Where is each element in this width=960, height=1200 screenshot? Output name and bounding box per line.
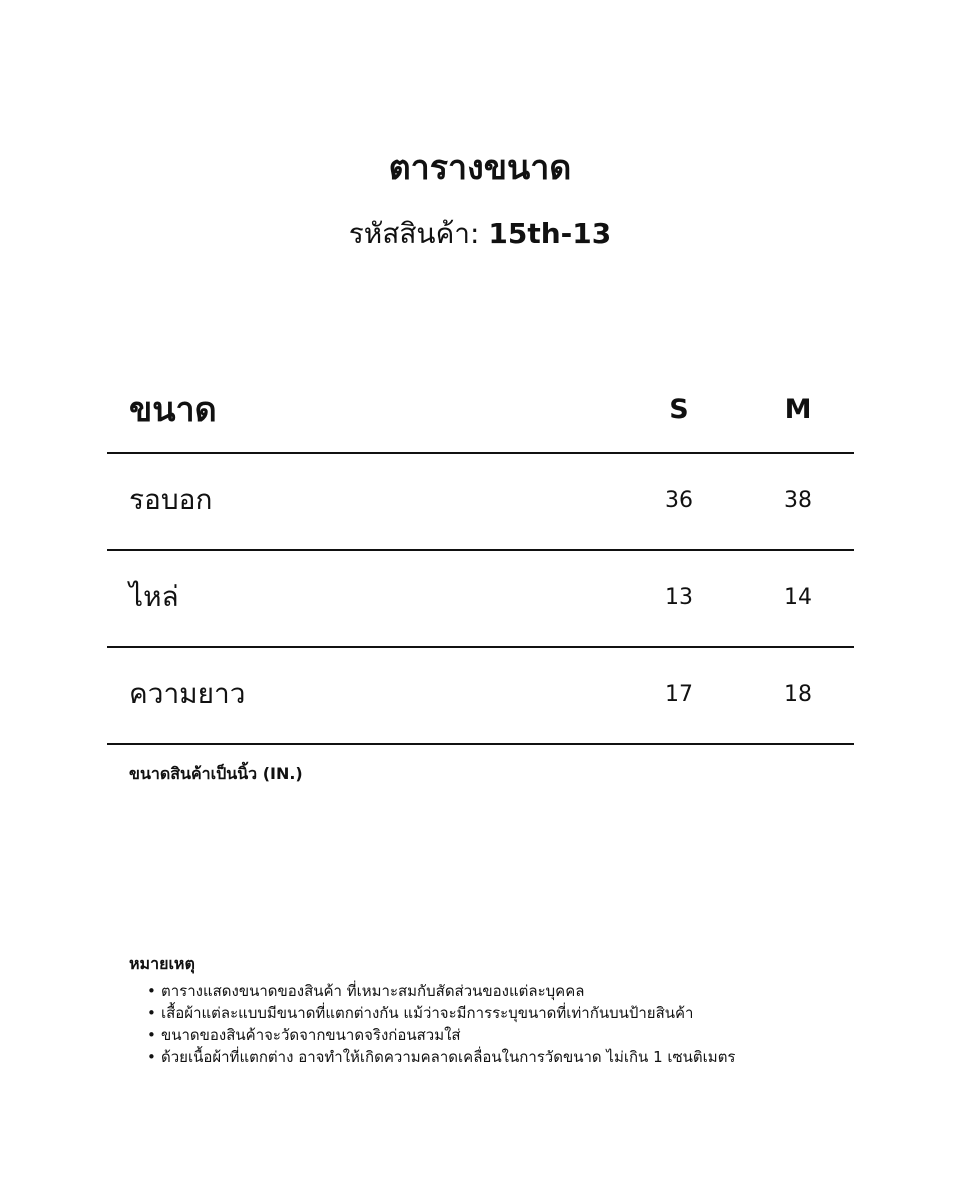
- cell-value-s: 36: [665, 488, 693, 513]
- bullet-icon: •: [147, 1004, 156, 1022]
- table-row-length: [107, 648, 854, 745]
- column-header-s: S: [669, 394, 689, 425]
- bullet-icon: •: [147, 982, 156, 1000]
- product-code-value: 15th-13: [488, 217, 612, 250]
- row-label: รอบอก: [129, 483, 213, 516]
- remarks-list: [129, 980, 849, 1068]
- product-code-label: รหัสสินค้า:: [348, 217, 480, 250]
- cell-value-s: 13: [665, 585, 693, 610]
- column-header-m: M: [784, 394, 812, 425]
- unit-note: ขนาดสินค้าเป็นนิ้ว (IN.): [129, 764, 303, 783]
- row-label: ความยาว: [129, 677, 246, 710]
- row-label: ไหล่: [129, 580, 179, 613]
- list-item: • ตารางแสดงขนาดของสินค้า ที่เหมาะสมกับสัดส่วนของแต่ละบุคคล: [147, 982, 585, 1000]
- cell-value-s: 17: [665, 682, 693, 707]
- list-item: • ด้วยเนื้อผ้าที่แตกต่าง อาจทำให้เกิดความคลาดเคลื่อนในการวัดขนาด ไม่เกิน 1 เซนติเมตร: [147, 1048, 736, 1066]
- table-row-shoulder: [107, 551, 854, 648]
- cell-value-m: 14: [784, 585, 812, 610]
- list-item: • ขนาดของสินค้าจะวัดจากขนาดจริงก่อนสวมใส่: [147, 1026, 461, 1044]
- cell-value-m: 38: [784, 488, 812, 513]
- remarks-title: หมายเหตุ: [129, 954, 195, 973]
- table-row-chest: [107, 454, 854, 551]
- size-table: [107, 372, 854, 745]
- cell-value-m: 18: [784, 682, 812, 707]
- column-header-size: ขนาด: [129, 390, 217, 430]
- bullet-icon: •: [147, 1026, 156, 1044]
- list-item: • เสื้อผ้าแต่ละแบบมีขนาดที่แตกต่างกัน แม้ว่าจะมีการระบุขนาดที่เท่ากันบนป้ายสินค้า: [147, 1004, 694, 1022]
- remarks-section: [129, 952, 849, 1068]
- table-header-row: [107, 372, 854, 454]
- product-code: [0, 214, 960, 254]
- bullet-icon: •: [147, 1048, 156, 1066]
- page-title: ตารางขนาด: [388, 148, 572, 188]
